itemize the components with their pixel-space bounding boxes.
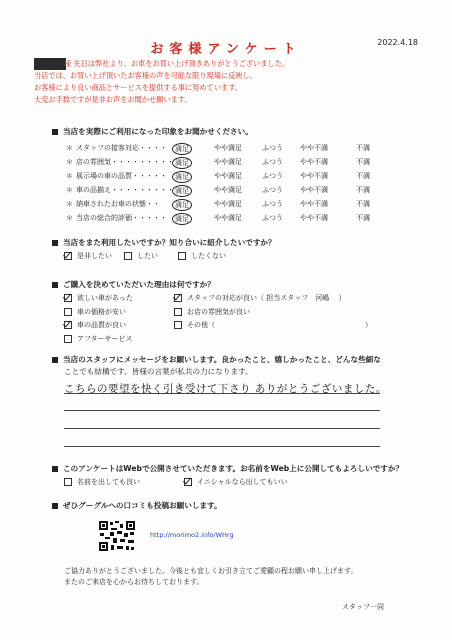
rating-option-3[interactable]: ふつう [262, 200, 283, 208]
row-label: 納車されたお車の状態・・ [76, 200, 160, 208]
answer-line [64, 446, 380, 447]
row-star: ＊ [66, 200, 73, 208]
q5-choice-2[interactable] [184, 477, 288, 487]
handwritten-message: こちらの要望を快く引き受けて下さり ありがとうございました。 [64, 383, 387, 395]
rating-option-5[interactable]: 不満 [356, 158, 370, 166]
q6-heading-text: ぜひグーグルへの口コミも投稿お願いします。 [63, 501, 222, 510]
bullet-square-icon [52, 282, 58, 288]
closing-line-1: ご協力ありがとうございました。今後とも宜しくお引き立てご愛顧の程お願い申し上げます。 [64, 567, 358, 575]
q1-heading [52, 126, 253, 137]
rating-option-4[interactable]: やや不満 [300, 214, 328, 222]
checkbox-label: 欲しい車があった [77, 294, 133, 302]
rating-option-1[interactable]: 満足 [172, 171, 192, 183]
q3-heading-text: ご購入を決めていただいた理由は何ですか？ [63, 280, 215, 289]
checkbox[interactable] [64, 321, 72, 329]
q2-choice-2[interactable] [124, 251, 158, 261]
rating-option-4[interactable]: やや不満 [300, 200, 328, 208]
q5-choice-1[interactable] [64, 477, 140, 487]
closing-message [64, 566, 357, 588]
checkbox-label: したくない [191, 252, 226, 260]
intro-line-2: 当店では、お買い上げ頂いたお客様の声を可能な限り現場に反映し、 [34, 71, 257, 80]
checkbox[interactable] [64, 308, 72, 316]
signature: スタッフ一同 [342, 603, 384, 611]
rating-option-1[interactable]: 満足 [172, 185, 192, 197]
rating-option-5[interactable]: 不満 [356, 214, 370, 222]
checkbox[interactable] [178, 252, 186, 260]
rating-option-1[interactable]: 満足 [172, 143, 192, 155]
intro-line-1: 様 先日は弊社より、お車をお買い上げ頂きありがとうございました。 [64, 59, 290, 68]
q3-right-choice-1[interactable] [174, 293, 345, 303]
rating-option-5[interactable]: 不満 [356, 172, 370, 180]
checkbox-label: 車の価格が安い [77, 307, 126, 316]
rating-option-5[interactable]: 不満 [356, 200, 370, 208]
rating-option-3[interactable]: ふつう [262, 158, 283, 166]
checkbox[interactable] [124, 252, 132, 260]
row-label: 展示場の車の品質・・・・・ [76, 172, 167, 180]
checkbox-label: したい [137, 252, 158, 260]
answer-line [64, 393, 380, 394]
rating-row [66, 143, 386, 155]
checkbox[interactable] [64, 335, 72, 343]
closing-line-2: またのご来店を心からお待ちしております。 [64, 578, 204, 586]
checkbox-label-close: ） [365, 321, 372, 329]
review-url-link[interactable]: http://morimo2.info/WHrg [150, 531, 234, 539]
rating-option-5[interactable]: 不満 [356, 186, 370, 194]
rating-option-2[interactable]: やや満足 [214, 158, 242, 166]
row-star: ＊ [66, 186, 73, 194]
rating-option-2[interactable]: やや満足 [214, 172, 242, 180]
rating-option-4[interactable]: やや不満 [300, 158, 328, 166]
survey-date: 2022.4.18 [377, 38, 418, 47]
rating-option-3[interactable]: ふつう [262, 214, 283, 222]
redacted-customer-name [34, 58, 66, 70]
bullet-square-icon [52, 357, 58, 363]
q2-choice-1[interactable] [64, 251, 112, 261]
q1-heading-text: 当店を実際にご利用になった印象をお聞かせください。 [63, 127, 253, 136]
row-label: 車の品揃え・・・・・・・・・ [76, 186, 174, 194]
checkbox[interactable] [64, 294, 72, 302]
rating-row [66, 157, 386, 169]
q6-heading [52, 500, 222, 511]
bullet-square-icon [52, 240, 58, 246]
answer-line [64, 410, 380, 411]
rating-row [66, 213, 386, 225]
rating-option-1[interactable]: 満足 [172, 157, 192, 169]
rating-option-5[interactable]: 不満 [356, 144, 370, 152]
rating-option-4[interactable]: やや不満 [300, 172, 328, 180]
checkbox[interactable] [174, 321, 182, 329]
rating-option-1[interactable]: 満足 [172, 213, 192, 225]
checkbox-label: スタッフの対応が良い（ 担当スタッフ 河嶋 ） [187, 294, 346, 302]
checkbox[interactable] [64, 478, 72, 486]
q3-left-choice-3[interactable] [64, 320, 126, 330]
row-star: ＊ [66, 158, 73, 166]
q2-choice-3[interactable] [178, 251, 226, 261]
q5-heading [52, 463, 403, 474]
q4-heading-line-2: ことでも結構です。皆様の言葉が私共の力になります。 [64, 367, 253, 376]
row-label: スタッフの接客対応・・・・ [76, 144, 167, 152]
q3-right-choice-2[interactable] [174, 307, 250, 317]
checkbox-label: イニシャルなら出してもいい [197, 478, 288, 486]
intro-line-4: 大変お手数ですが是非お声をお聞かせ願います。 [34, 95, 192, 104]
rating-option-1[interactable]: 満足 [172, 199, 192, 211]
intro-text [34, 58, 290, 106]
answer-line [64, 428, 380, 429]
checkbox[interactable] [184, 478, 192, 486]
rating-option-2[interactable]: やや満足 [214, 200, 242, 208]
rating-option-2[interactable]: やや満足 [214, 214, 242, 222]
rating-option-3[interactable]: ふつう [262, 172, 283, 180]
row-star: ＊ [66, 144, 73, 152]
q2-heading-text: 当店をまた利用したいですか？知り合いに紹介したいですか？ [63, 238, 276, 247]
rating-option-2[interactable]: やや満足 [214, 186, 242, 194]
q3-left-choice-2[interactable] [64, 307, 126, 317]
checkbox-label: 名前を出しても良い [77, 478, 140, 486]
q3-right-choice-3[interactable] [174, 320, 372, 330]
intro-line-3: お客様により良い商品とサービスを提供する事に努めています。 [34, 83, 242, 92]
rating-option-3[interactable]: ふつう [262, 144, 283, 152]
rating-row [66, 185, 386, 197]
q3-left-choice-4[interactable] [64, 334, 133, 344]
checkbox-label: 車の品質が良い [77, 321, 126, 329]
rating-option-4[interactable]: やや不満 [300, 186, 328, 194]
rating-option-2[interactable]: やや満足 [214, 144, 242, 152]
rating-row [66, 199, 386, 211]
rating-option-4[interactable]: やや不満 [300, 144, 328, 152]
q2-heading [52, 237, 276, 248]
row-star: ＊ [66, 172, 73, 180]
rating-row [66, 171, 386, 183]
checkbox[interactable] [174, 294, 182, 302]
checkbox-label: その他（ [187, 321, 215, 329]
row-star: ＊ [66, 214, 73, 222]
q5-heading-text: このアンケートはWebで公開させていただきます。お名前をWeb上に公開してもよろしいですか？ [63, 464, 404, 473]
checkbox-label: お店の雰囲気が良い [187, 307, 250, 316]
survey-title: お客様アンケート [150, 42, 302, 57]
bullet-square-icon [52, 466, 58, 472]
qr-code-icon[interactable] [98, 520, 136, 552]
checkbox[interactable] [64, 252, 72, 260]
rating-option-3[interactable]: ふつう [262, 186, 283, 194]
q3-heading [52, 279, 215, 290]
row-label: 店の雰囲気・・・・・・・・・ [76, 158, 174, 166]
checkbox-label: 是非したい [77, 252, 112, 260]
q4-heading-text: 当店のスタッフにメッセージをお願いします。良かったこと、嬉しかったこと、どんな些細な [63, 355, 381, 364]
q3-left-choice-1[interactable] [64, 293, 133, 303]
row-label: 当店の総合的評価・・・・・ [76, 214, 167, 222]
q4-heading [52, 354, 381, 365]
checkbox-label: アフターサービス [77, 334, 133, 343]
checkbox[interactable] [174, 308, 182, 316]
bullet-square-icon [52, 503, 58, 509]
bullet-square-icon [52, 129, 58, 135]
